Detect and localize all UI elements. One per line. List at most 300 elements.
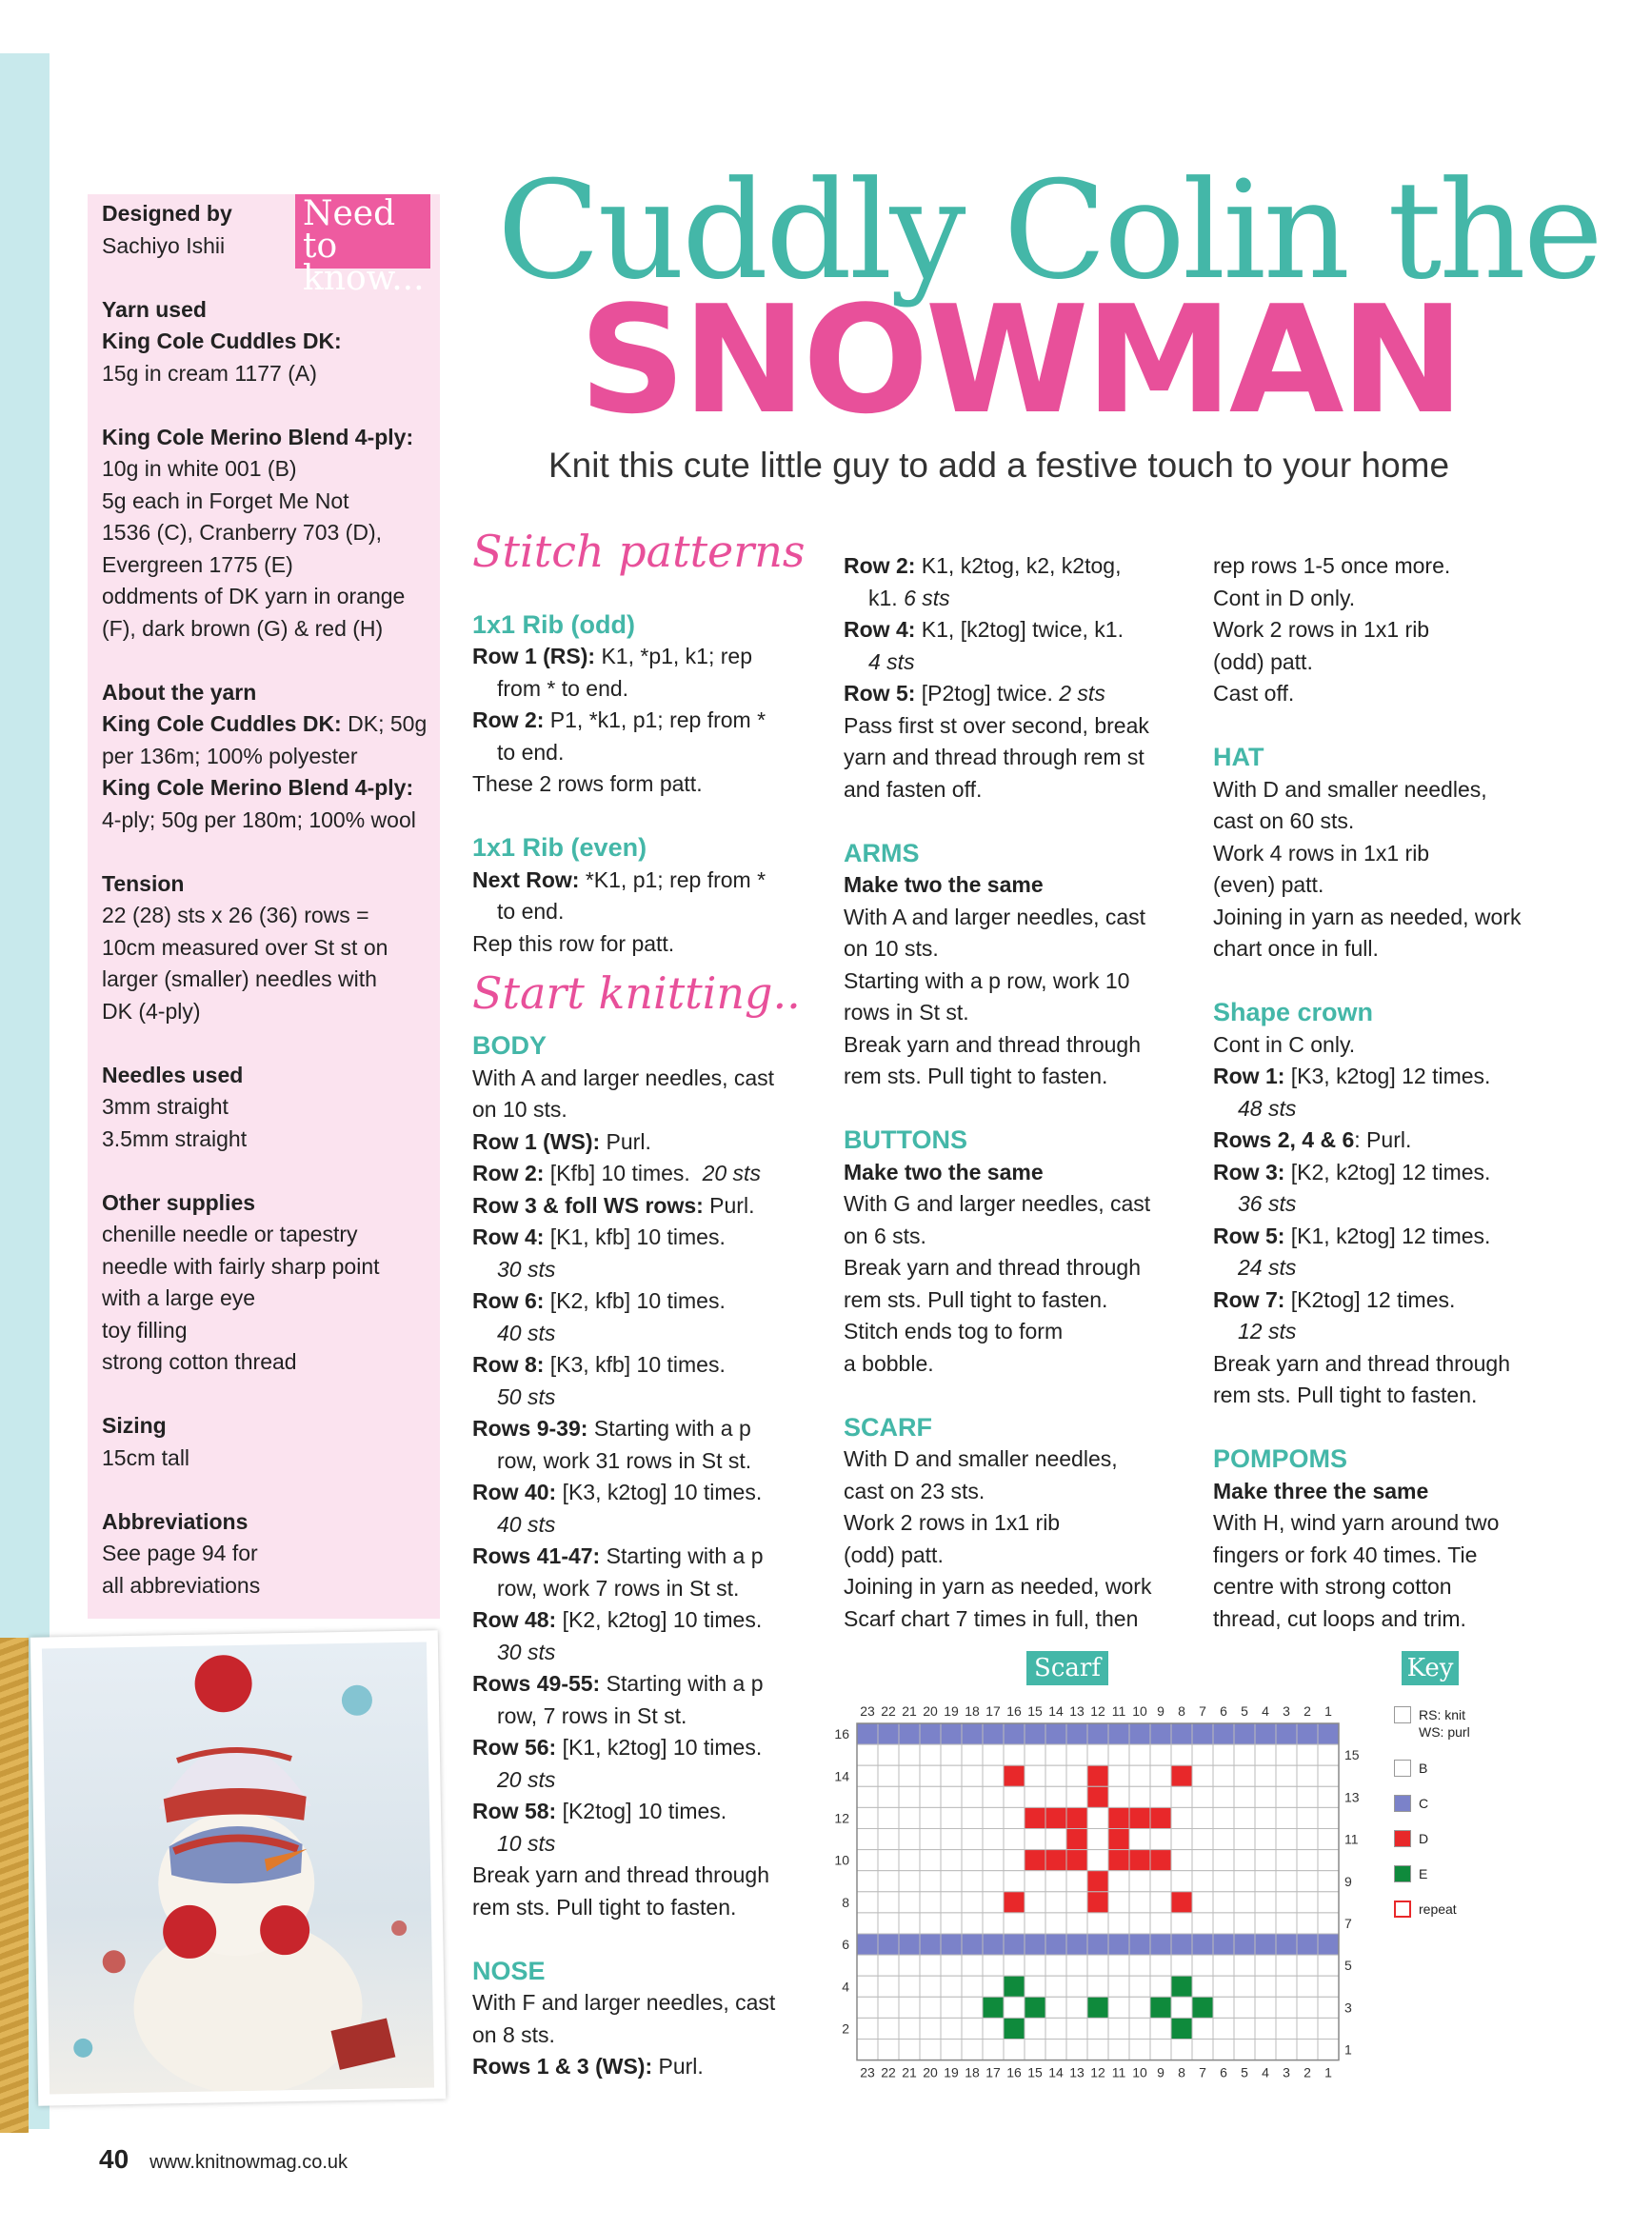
chart-cell-B	[941, 1913, 962, 1934]
chart-row-label: 9	[1344, 1873, 1352, 1889]
chart-cell-B	[1129, 1744, 1150, 1765]
about-merino-name: King Cole Merino Blend 4-ply:	[102, 775, 414, 800]
chart-x-label: 7	[1199, 1703, 1206, 1719]
abbreviations-group	[102, 1506, 435, 1602]
row-text: [K2, k2tog] 12 times.	[1284, 1159, 1491, 1184]
chart-cell-C	[1045, 1934, 1066, 1955]
chart-cell-B	[983, 2040, 1004, 2060]
chart-cell-E	[1025, 1997, 1045, 2018]
chart-cell-B	[941, 1955, 962, 1976]
key-label: E	[1419, 1866, 1428, 1881]
chart-cell-B	[1318, 1850, 1339, 1871]
chart-cell-C	[1150, 1723, 1171, 1744]
chart-cell-B	[857, 1913, 878, 1934]
chart-cell-B	[1108, 1892, 1129, 1913]
chart-cell-B	[962, 1892, 983, 1913]
supplies-line: toy filling	[102, 1317, 188, 1343]
chart-cell-B	[1066, 2018, 1087, 2039]
chart-row-label: 3	[1344, 2000, 1352, 2016]
chart-cell-B	[857, 1786, 878, 1807]
chart-cell-B	[899, 1807, 920, 1828]
chart-cell-C	[983, 1723, 1004, 1744]
chart-cell-B	[1297, 1744, 1318, 1765]
row-text: These 2 rows form patt.	[472, 771, 703, 796]
row-text: on 10 sts.	[844, 936, 939, 961]
row-text: With D and smaller needles,	[844, 1446, 1118, 1471]
supplies-line: chenille needle or tapestry	[102, 1222, 358, 1246]
chart-x-label: 8	[1178, 1703, 1185, 1719]
chart-cell-C	[1192, 1723, 1213, 1744]
chart-cell-B	[1297, 1997, 1318, 2018]
chart-cell-C	[857, 1723, 878, 1744]
chart-cell-B	[1255, 1829, 1276, 1850]
chart-cell-B	[1087, 1955, 1108, 1976]
row-label: Row 3 & foll WS rows:	[472, 1192, 704, 1218]
chart-cell-B	[1192, 2018, 1213, 2039]
chart-cell-B	[1066, 1976, 1087, 1997]
chart-cell-C	[941, 1723, 962, 1744]
chart-cell-B	[983, 1786, 1004, 1807]
chart-cell-B	[1025, 1871, 1045, 1892]
chart-cell-B	[1255, 2018, 1276, 2039]
chart-cell-B	[1045, 1892, 1066, 1913]
chart-cell-B	[1213, 1744, 1234, 1765]
tension-label: Tension	[102, 870, 185, 896]
about-yarn-label: About the yarn	[102, 679, 257, 705]
chart-cell-B	[1150, 1976, 1171, 1997]
chart-x-label: 9	[1157, 2064, 1164, 2080]
row-text: and fasten off.	[844, 776, 983, 802]
chart-cell-B	[1192, 1807, 1213, 1828]
row-text: [K2, kfb] 10 times.	[544, 1288, 726, 1313]
chart-cell-B	[1087, 1744, 1108, 1765]
chart-cell-B	[962, 1976, 983, 1997]
chart-cell-B	[1045, 1765, 1066, 1786]
stitch-count: 48 sts	[1238, 1095, 1297, 1121]
chart-cell-C	[1276, 1934, 1297, 1955]
row-text: *K1, p1; rep from *	[579, 866, 766, 892]
chart-cell-B	[1066, 1997, 1087, 2018]
row-label: Row 48:	[472, 1607, 557, 1632]
chart-cell-B	[920, 1871, 941, 1892]
chart-cell-B	[899, 1744, 920, 1765]
chart-cell-E	[1171, 2018, 1192, 2039]
chart-row-label: 5	[1344, 1958, 1352, 1974]
chart-cell-B	[1234, 2018, 1255, 2039]
chart-row-label: 4	[842, 1979, 849, 1995]
supplies-line: strong cotton thread	[102, 1349, 297, 1374]
row-text: row, work 31 rows in St st.	[497, 1447, 752, 1473]
key-item-e	[1394, 1865, 1427, 1882]
chart-cell-E	[1004, 1976, 1025, 1997]
chart-cell-B	[1025, 1913, 1045, 1934]
chart-cell-B	[899, 1892, 920, 1913]
chart-cell-B	[1192, 1765, 1213, 1786]
chart-cell-B	[1234, 1786, 1255, 1807]
subheading: Make two the same	[844, 872, 1044, 897]
chart-row-label: 7	[1344, 1915, 1352, 1931]
chart-cell-B	[962, 1807, 983, 1828]
chart-cell-B	[1004, 1829, 1025, 1850]
chart-cell-B	[1150, 2018, 1171, 2039]
row-text: Work 2 rows in 1x1 rib	[1213, 617, 1430, 642]
chart-cell-B	[1213, 1765, 1234, 1786]
chart-cell-B	[1045, 1997, 1066, 2018]
row-text: on 6 sts.	[844, 1223, 926, 1248]
chart-cell-C	[1108, 1934, 1129, 1955]
chart-cell-D	[1045, 1807, 1066, 1828]
row-text: With D and smaller needles,	[1213, 776, 1487, 802]
row-text: Purl.	[703, 1192, 755, 1218]
chart-cell-D	[1087, 1765, 1108, 1786]
chart-cell-B	[1318, 1786, 1339, 1807]
chart-row-label: 14	[834, 1768, 849, 1784]
chart-cell-B	[878, 1892, 899, 1913]
row-text: Cont in D only.	[1213, 585, 1356, 610]
chart-cell-B	[1297, 2018, 1318, 2039]
row-label: Row 1:	[1213, 1064, 1285, 1088]
chart-cell-D	[1025, 1850, 1045, 1871]
snowman-photo	[30, 1630, 447, 2105]
chart-cell-B	[1297, 1829, 1318, 1850]
chart-cell-C	[1108, 1723, 1129, 1744]
abbreviations-label: Abbreviations	[102, 1508, 249, 1534]
chart-cell-B	[1087, 1829, 1108, 1850]
chart-cell-B	[1234, 1850, 1255, 1871]
chart-cell-C	[1129, 1934, 1150, 1955]
chart-cell-B	[1255, 1913, 1276, 1934]
row-text: row, 7 rows in St st.	[497, 1702, 687, 1728]
website-url: www.knitnowmag.co.uk	[149, 2152, 348, 2173]
chart-cell-B	[1192, 1976, 1213, 1997]
row-label: Row 6:	[472, 1288, 545, 1313]
chart-cell-B	[857, 1892, 878, 1913]
chart-cell-B	[983, 1744, 1004, 1765]
row-label: Rows 49-55:	[472, 1671, 601, 1696]
chart-cell-D	[1087, 1786, 1108, 1807]
row-text: Stitch ends tog to form	[844, 1319, 1064, 1343]
chart-cell-B	[941, 1892, 962, 1913]
yarn-edge-image	[0, 1638, 29, 2133]
chart-cell-D	[1087, 1871, 1108, 1892]
chart-x-label: 19	[944, 1703, 959, 1719]
stitch-count: 40 sts	[497, 1320, 556, 1345]
chart-cell-B	[1171, 1807, 1192, 1828]
chart-cell-C	[962, 1723, 983, 1744]
row-text: Break yarn and thread through	[1213, 1350, 1510, 1376]
row-text: from * to end.	[497, 675, 629, 701]
row-text: Work 4 rows in 1x1 rib	[1213, 840, 1430, 866]
chart-cell-B	[1213, 1955, 1234, 1976]
chart-cell-B	[1129, 1955, 1150, 1976]
chart-cell-B	[1066, 1955, 1087, 1976]
chart-cell-B	[920, 1807, 941, 1828]
chart-cell-B	[1087, 1913, 1108, 1934]
chart-cell-B	[1255, 1997, 1276, 2018]
row-label: Next Row:	[472, 866, 580, 892]
row-text: [K1, k2tog] 12 times.	[1284, 1223, 1491, 1248]
stitch-count: 20 sts	[497, 1766, 556, 1792]
chart-cell-B	[899, 1829, 920, 1850]
chart-cell-B	[878, 1997, 899, 2018]
snowman-illustration	[42, 1642, 434, 2095]
chart-cell-B	[878, 2040, 899, 2060]
subheading: Make three the same	[1213, 1478, 1429, 1503]
chart-row-label: 15	[1344, 1747, 1360, 1763]
chart-cell-B	[920, 1955, 941, 1976]
key-swatch	[1394, 1901, 1411, 1918]
chart-cell-B	[962, 1871, 983, 1892]
chart-cell-B	[1045, 1913, 1066, 1934]
row-text: Joining in yarn as needed, work	[844, 1574, 1152, 1599]
row-text: rem sts. Pull tight to fasten.	[1213, 1383, 1478, 1407]
chart-cell-B	[1108, 2040, 1129, 2060]
row-label: Row 2:	[472, 1161, 545, 1185]
row-text: [K2tog] 12 times.	[1284, 1286, 1456, 1312]
chart-cell-B	[1108, 1913, 1129, 1934]
about-cuddles-a: DK; 50g	[341, 711, 428, 736]
yarn-merino-line: 1536 (C), Cranberry 703 (D),	[102, 520, 382, 545]
chart-cell-C	[1255, 1723, 1276, 1744]
row-text: thread, cut loops and trim.	[1213, 1605, 1466, 1631]
chart-cell-B	[962, 1744, 983, 1765]
chart-cell-B	[1234, 1807, 1255, 1828]
chart-cell-B	[1004, 1871, 1025, 1892]
chart-cell-B	[1276, 1892, 1297, 1913]
chart-cell-B	[1108, 1744, 1129, 1765]
row-text: rem sts. Pull tight to fasten.	[844, 1286, 1108, 1312]
chart-cell-B	[1066, 1871, 1087, 1892]
chart-cell-B	[1025, 2018, 1045, 2039]
row-text: k1.	[868, 585, 898, 610]
row-text: [K1, kfb] 10 times.	[544, 1224, 726, 1249]
chart-cell-B	[1045, 1829, 1066, 1850]
chart-cell-B	[1087, 2040, 1108, 2060]
chart-cell-B	[920, 1976, 941, 1997]
chart-cell-C	[1087, 1934, 1108, 1955]
key-swatch	[1394, 1830, 1411, 1847]
chart-cell-B	[878, 1913, 899, 1934]
scarf-chart-title: Scarf	[1026, 1651, 1108, 1685]
key-swatch	[1394, 1706, 1411, 1723]
chart-cell-B	[1234, 1765, 1255, 1786]
chart-cell-B	[1213, 1786, 1234, 1807]
chart-cell-B	[1150, 2040, 1171, 2060]
chart-cell-B	[1192, 1955, 1213, 1976]
chart-x-label: 18	[965, 2064, 980, 2080]
chart-cell-B	[1129, 1871, 1150, 1892]
chart-cell-B	[1171, 2040, 1192, 2060]
chart-cell-C	[1171, 1934, 1192, 1955]
chart-cell-B	[1066, 1913, 1087, 1934]
chart-cell-B	[1297, 1807, 1318, 1828]
chart-x-label: 10	[1132, 2064, 1147, 2080]
row-text: to end.	[497, 899, 565, 924]
chart-cell-C	[899, 1723, 920, 1744]
tension-line: DK (4-ply)	[102, 998, 201, 1024]
chart-cell-D	[1108, 1829, 1129, 1850]
chart-cell-B	[941, 1976, 962, 1997]
chart-cell-B	[1297, 1892, 1318, 1913]
chart-cell-B	[983, 1807, 1004, 1828]
chart-cell-B	[1318, 1892, 1339, 1913]
chart-cell-B	[1318, 1955, 1339, 1976]
chart-cell-B	[941, 1807, 962, 1828]
chart-cell-B	[1255, 1892, 1276, 1913]
key-label: B	[1419, 1761, 1428, 1776]
page-footer	[99, 2144, 348, 2175]
chart-cell-B	[920, 1997, 941, 2018]
chart-cell-B	[962, 1955, 983, 1976]
chart-x-label: 4	[1262, 2064, 1269, 2080]
chart-x-label: 16	[1006, 2064, 1022, 2080]
chart-cell-B	[1276, 1807, 1297, 1828]
chart-cell-B	[1318, 1997, 1339, 2018]
chart-cell-B	[857, 1807, 878, 1828]
chart-cell-B	[1297, 2040, 1318, 2060]
chart-cell-B	[1045, 2018, 1066, 2039]
chart-cell-B	[983, 1976, 1004, 1997]
row-text: rows in St st.	[844, 1000, 969, 1025]
yarn-merino-line: oddments of DK yarn in orange	[102, 584, 406, 608]
chart-cell-C	[1025, 1934, 1045, 1955]
chart-cell-B	[1192, 1850, 1213, 1871]
start-knitting-heading: Start knitting..	[472, 967, 801, 1019]
key-title: Key	[1402, 1651, 1459, 1685]
stitch-count: 4 sts	[868, 648, 915, 674]
row-label: Row 58:	[472, 1799, 557, 1823]
chart-cell-D	[1129, 1850, 1150, 1871]
key-item-d	[1394, 1830, 1428, 1847]
about-cuddles-b: per 136m; 100% polyester	[102, 743, 358, 768]
chart-cell-B	[1297, 1955, 1318, 1976]
sizing-value: 15cm tall	[102, 1444, 190, 1470]
chart-cell-B	[920, 2040, 941, 2060]
chart-cell-B	[857, 1829, 878, 1850]
chart-cell-C	[857, 1934, 878, 1955]
stitch-count: 30 sts	[497, 1256, 556, 1282]
chart-x-label: 13	[1069, 1703, 1085, 1719]
chart-cell-B	[857, 1765, 878, 1786]
chart-cell-C	[1234, 1934, 1255, 1955]
chart-cell-C	[1213, 1723, 1234, 1744]
chart-cell-B	[1255, 1744, 1276, 1765]
chart-cell-C	[1192, 1934, 1213, 1955]
chart-cell-B	[941, 1997, 962, 2018]
row-label: Row 5:	[1213, 1223, 1285, 1248]
row-text: fingers or fork 40 times. Tie	[1213, 1542, 1478, 1567]
row-label: Row 3:	[1213, 1159, 1285, 1184]
chart-cell-B	[920, 1744, 941, 1765]
row-label: Rows 41-47:	[472, 1543, 601, 1568]
chart-cell-B	[1150, 1871, 1171, 1892]
chart-cell-B	[1213, 1997, 1234, 2018]
chart-x-label: 2	[1304, 2064, 1311, 2080]
row-text: a bobble.	[844, 1350, 934, 1376]
chart-cell-B	[983, 1829, 1004, 1850]
chart-cell-B	[878, 1786, 899, 1807]
chart-row-label: 6	[842, 1937, 849, 1953]
chart-cell-C	[1045, 1723, 1066, 1744]
chart-cell-C	[962, 1934, 983, 1955]
chart-cell-D	[1150, 1807, 1171, 1828]
chart-cell-B	[857, 1997, 878, 2018]
chart-cell-B	[1129, 2040, 1150, 2060]
needles-line: 3mm straight	[102, 1094, 229, 1119]
chart-cell-B	[941, 2040, 962, 2060]
row-label: Row 56:	[472, 1735, 557, 1760]
chart-cell-C	[878, 1723, 899, 1744]
chart-cell-D	[1066, 1850, 1087, 1871]
yarn-used-label: Yarn used	[102, 296, 207, 322]
key-label: repeat	[1419, 1901, 1457, 1917]
chart-x-label: 10	[1132, 1703, 1147, 1719]
chart-x-label: 5	[1241, 2064, 1248, 2080]
chart-cell-E	[1171, 1976, 1192, 1997]
row-text: K1, *p1, k1; rep	[595, 644, 752, 668]
chart-cell-B	[1234, 1976, 1255, 1997]
chart-cell-B	[1004, 1786, 1025, 1807]
row-text: Joining in yarn as needed, work	[1213, 904, 1522, 929]
row-text: P1, *k1, p1; rep from *	[544, 707, 766, 732]
chart-cell-B	[1213, 1976, 1234, 1997]
chart-cell-B	[1150, 1829, 1171, 1850]
scarf-chart-svg	[828, 1695, 1362, 2085]
chart-cell-B	[1255, 1850, 1276, 1871]
row-label: Row 5:	[844, 681, 916, 706]
chart-cell-B	[962, 2018, 983, 2039]
chart-x-label: 1	[1324, 2064, 1332, 2080]
row-text: [K3, k2tog] 12 times.	[1284, 1064, 1491, 1088]
stitch-count: 50 sts	[497, 1383, 556, 1409]
supplies-label: Other supplies	[102, 1189, 256, 1215]
chart-cell-B	[1276, 1976, 1297, 1997]
row-text: Break yarn and thread through	[472, 1862, 769, 1887]
chart-cell-D	[1150, 1850, 1171, 1871]
chart-x-label: 2	[1304, 1703, 1311, 1719]
chart-cell-B	[1129, 1913, 1150, 1934]
chart-cell-B	[962, 1829, 983, 1850]
needles-line: 3.5mm straight	[102, 1125, 248, 1151]
row-label: Row 7:	[1213, 1286, 1285, 1312]
key-item-c	[1394, 1795, 1428, 1812]
scarf-heading: SCARF	[844, 1412, 932, 1442]
chart-cell-B	[1192, 1786, 1213, 1807]
tension-group	[102, 868, 435, 1028]
chart-cell-B	[857, 1850, 878, 1871]
chart-cell-B	[1150, 1765, 1171, 1786]
row-text: Starting with a p	[600, 1671, 764, 1696]
chart-cell-B	[1213, 2018, 1234, 2039]
chart-cell-B	[1276, 1850, 1297, 1871]
buttons-heading: BUTTONS	[844, 1125, 968, 1154]
chart-cell-B	[1255, 1765, 1276, 1786]
chart-cell-B	[1297, 1765, 1318, 1786]
chart-cell-D	[1171, 1892, 1192, 1913]
chart-cell-B	[857, 1976, 878, 1997]
chart-cell-B	[962, 1997, 983, 2018]
row-text: With G and larger needles, cast	[844, 1191, 1151, 1216]
yarn-merino-line: (F), dark brown (G) & red (H)	[102, 615, 384, 641]
chart-cell-B	[1045, 1871, 1066, 1892]
chart-row-label: 1	[1344, 2041, 1352, 2058]
chart-cell-B	[1276, 1955, 1297, 1976]
row-text: on 8 sts.	[472, 2021, 555, 2047]
chart-cell-B	[1004, 1807, 1025, 1828]
stitch-count: 12 sts	[1238, 1319, 1297, 1343]
chart-cell-E	[1192, 1997, 1213, 2018]
chart-x-label: 22	[881, 2064, 896, 2080]
